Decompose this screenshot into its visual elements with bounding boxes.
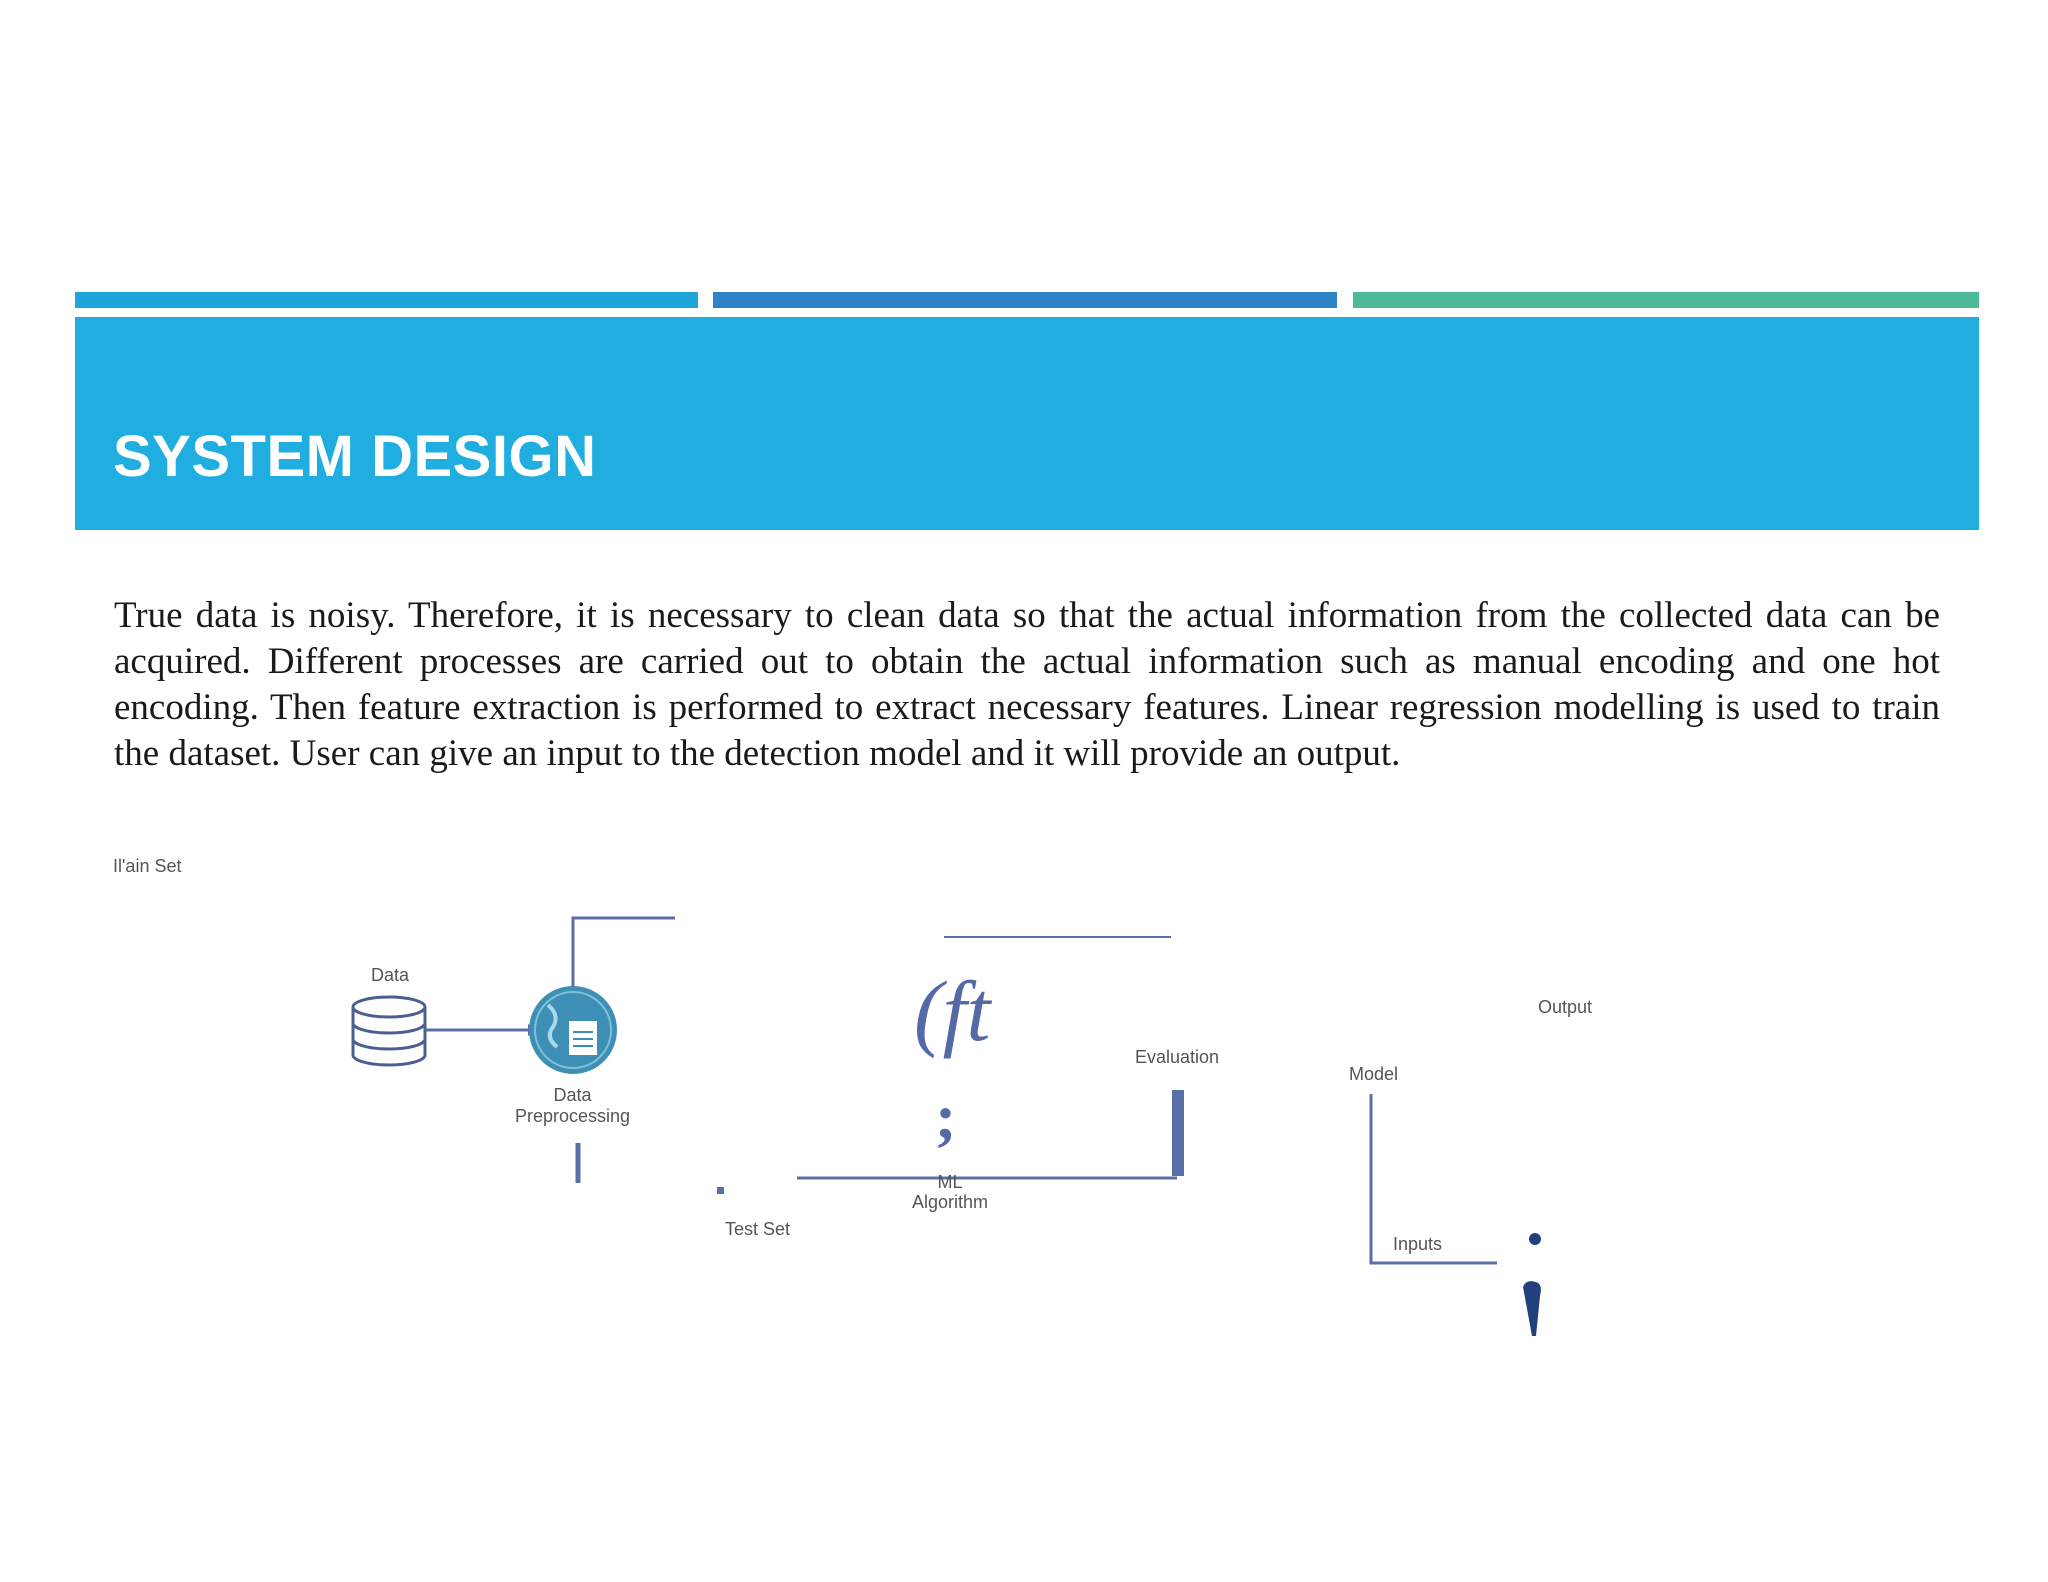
ml-label-line2: Algorithm — [911, 1192, 989, 1212]
connector-to-train-set — [573, 918, 675, 987]
output-label: Output — [1538, 997, 1593, 1017]
model-label: Model — [1349, 1064, 1399, 1084]
test-set-label: Test Set — [725, 1219, 791, 1239]
data-label: Data — [371, 965, 410, 985]
database-icon — [353, 997, 425, 1065]
test-set-marker — [717, 1187, 724, 1194]
evaluation-label: Evaluation — [1135, 1047, 1220, 1067]
body-paragraph: True data is noisy. Therefore, it is necessary to clean data so that the actual information from the collected data can be acquired. Different processes are carried out to obtain the actual information such as manual encoding and one hot encoding. Then feature extraction is performed to extract necessary features. Linear regression modelling is used to train the dataset. User can give an input to the detection model and it will provide an output. — [114, 595, 1940, 774]
ml-label-line1: ML — [937, 1172, 963, 1192]
slide-title: SYSTEM DESIGN — [113, 424, 597, 489]
evaluation-bar — [1172, 1090, 1184, 1176]
preprocessing-label-line1: Data — [553, 1085, 592, 1105]
inputs-label: Inputs — [1393, 1234, 1443, 1254]
ml-algorithm-label — [900, 1172, 1000, 1212]
preprocessing-label — [500, 1085, 645, 1127]
ml-algorithm-icon: (ft — [914, 963, 991, 1059]
preprocessing-label-line2: Preprocessing — [514, 1106, 631, 1126]
train-set-label: Il'ain Set — [113, 856, 182, 876]
ml-semicolon-icon: ; — [935, 1081, 957, 1152]
preprocessing-icon — [529, 986, 617, 1074]
user-icon — [1523, 1233, 1541, 1336]
